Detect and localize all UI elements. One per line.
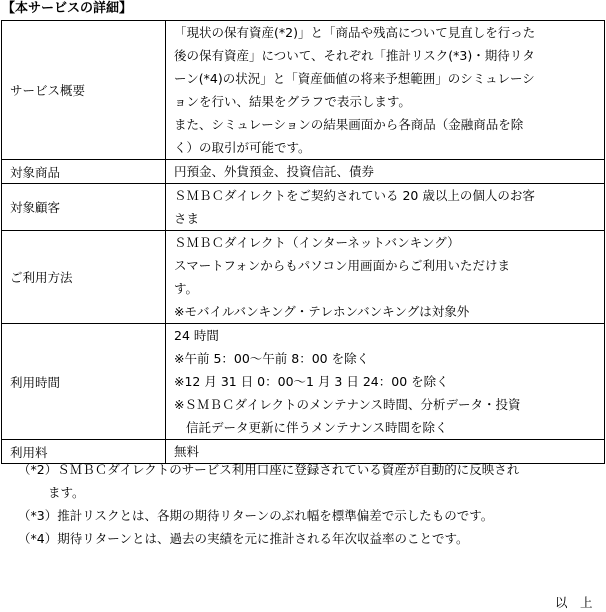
row-label: サービス概要 [2,21,166,160]
table-row-products [2,160,605,184]
content-line: また、シミュレーションの結果画面から各商品（金融商品を除 [174,117,524,132]
content-line: 無料 [174,444,200,459]
content-line: ※12 月 31 日 0：00～1 月 3 日 24：00 を除く [174,374,449,389]
content-line: ＳＭＢＣダイレクトをご契約されている 20 歳以上の個人のお客 [174,188,535,203]
footnote: （*2）ＳＭＢＣダイレクトのサービス利用口座に登録されている資産が自動的に反映され [18,462,520,477]
content-line: ※ＳＭＢＣダイレクトのメンテナンス時間、分析データ・投資 [174,397,521,412]
row-content [166,324,605,440]
footnote: （*4）期待リターンとは、過去の実績を元に推計される年次収益率のことです。 [18,531,469,546]
content-line: ※午前 5：00～午前 8：00 を除く [174,351,370,366]
table-row-usage-method [2,231,605,324]
row-label: ご利用方法 [2,231,166,324]
row-content [166,231,605,324]
footnote: ます。 [48,485,85,500]
content-line: 「現状の保有資産(*2)」と「商品や残高について見直しを行った [174,25,536,40]
content-line: 後の保有資産」について、それぞれ「推計リスク(*3)・期待リタ [174,48,535,63]
content-line: ＳＭＢＣダイレクト（インターネットバンキング） [174,235,460,250]
content-line: ーン(*4)の状況」と「資産価値の将来予想範囲」のシミュレーシ [174,71,535,86]
content-line: す。 [174,281,199,296]
row-content [166,21,605,160]
row-content [166,184,605,231]
content-line: ※モバイルバンキング・テレホンバンキングは対象外 [174,304,470,319]
content-line: スマートフォンからもパソコン用画面からご利用いただけま [174,258,511,273]
table-row-overview [2,21,605,160]
section-title: 【本サービスの詳細】 [2,1,133,16]
closing-text: 以 上 [555,595,593,610]
content-line: さま [174,211,200,226]
row-label: 利用料 [2,440,166,464]
content-line: 信託データ更新に伴うメンテナンス時間を除く [186,420,448,435]
content-line: 円預金、外貨預金、投資信託、債券 [174,164,375,179]
content-line: ョンを行い、結果をグラフで表示します。 [174,94,411,109]
footnote: （*3）推計リスクとは、各期の期待リターンのぶれ幅を標準偏差で示したものです。 [18,508,494,523]
row-label: 対象商品 [2,160,166,184]
row-label: 利用時間 [2,324,166,440]
service-detail-table [1,20,605,464]
row-label: 対象顧客 [2,184,166,231]
content-line: 24 時間 [174,328,219,343]
content-line: く）の取引が可能です。 [174,140,311,155]
table-row-hours [2,324,605,440]
table-row-customers [2,184,605,231]
row-content [166,160,605,184]
footnotes [18,458,604,550]
